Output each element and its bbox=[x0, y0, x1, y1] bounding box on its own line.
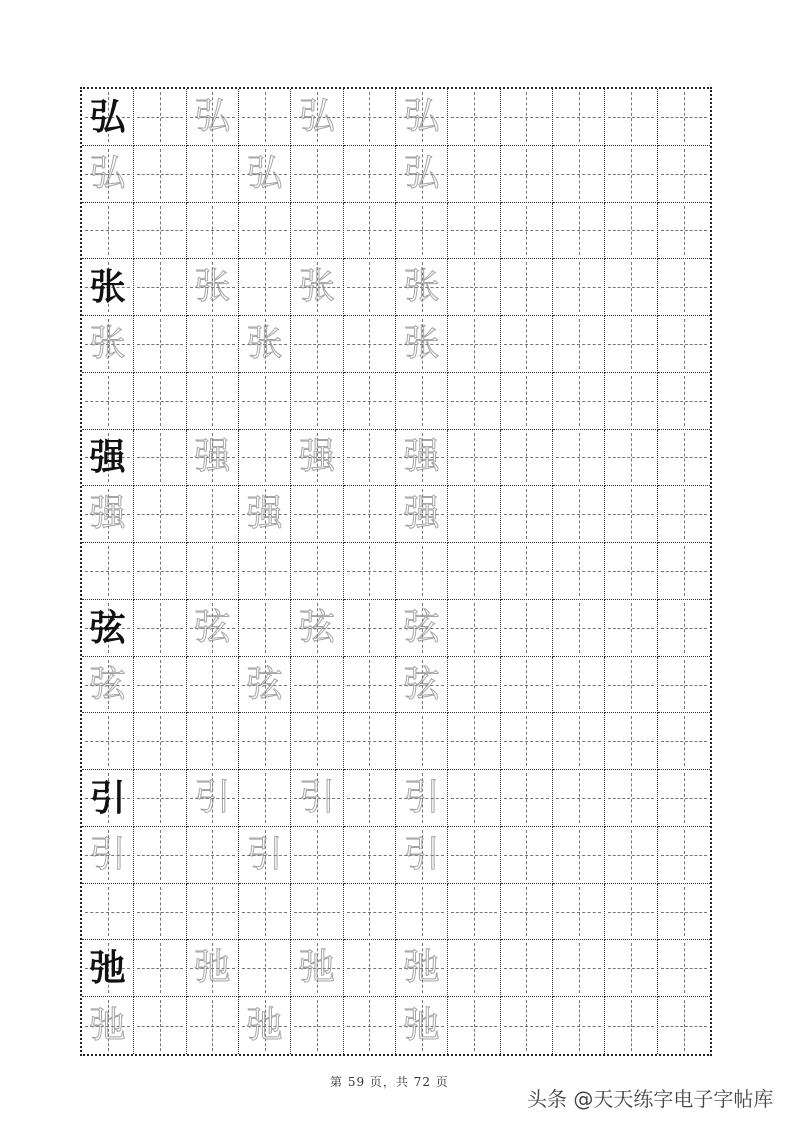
practice-cell bbox=[239, 486, 291, 543]
trace-character: 弦 bbox=[246, 663, 283, 705]
practice-cell bbox=[344, 543, 396, 600]
practice-cell bbox=[187, 203, 239, 260]
practice-cell bbox=[448, 89, 500, 146]
practice-cell bbox=[553, 146, 605, 203]
practice-cell bbox=[187, 827, 239, 884]
practice-cell bbox=[134, 486, 186, 543]
trace-character: 张 bbox=[246, 322, 283, 364]
practice-cell bbox=[501, 146, 553, 203]
practice-cell bbox=[605, 600, 657, 657]
trace-character: 强 bbox=[89, 493, 126, 535]
trace-character: 强 bbox=[298, 436, 335, 478]
practice-cell bbox=[134, 543, 186, 600]
practice-cell bbox=[396, 373, 448, 430]
practice-cell bbox=[501, 884, 553, 941]
practice-cell bbox=[396, 203, 448, 260]
practice-cell bbox=[605, 713, 657, 770]
practice-cell bbox=[344, 259, 396, 316]
practice-cell bbox=[658, 884, 710, 941]
practice-cell bbox=[448, 770, 500, 827]
practice-cell bbox=[448, 713, 500, 770]
practice-cell bbox=[605, 486, 657, 543]
trace-character: 弛 bbox=[194, 947, 231, 989]
practice-cell bbox=[553, 89, 605, 146]
practice-cell bbox=[501, 997, 553, 1054]
trace-character: 弦 bbox=[194, 606, 231, 648]
practice-cell bbox=[239, 713, 291, 770]
practice-cell bbox=[553, 430, 605, 487]
trace-character: 张 bbox=[403, 266, 440, 308]
practice-cell bbox=[658, 770, 710, 827]
practice-cell bbox=[553, 827, 605, 884]
practice-cell bbox=[344, 316, 396, 373]
practice-cell bbox=[187, 486, 239, 543]
practice-cell bbox=[134, 146, 186, 203]
practice-cell bbox=[605, 997, 657, 1054]
practice-cell bbox=[134, 657, 186, 714]
practice-cell bbox=[396, 430, 448, 487]
practice-cell bbox=[553, 657, 605, 714]
practice-cell bbox=[291, 657, 343, 714]
practice-cell bbox=[448, 884, 500, 941]
practice-cell bbox=[82, 89, 134, 146]
practice-cell bbox=[291, 203, 343, 260]
trace-character: 弛 bbox=[298, 947, 335, 989]
trace-character: 弦 bbox=[298, 606, 335, 648]
practice-cell bbox=[501, 430, 553, 487]
practice-cell bbox=[658, 430, 710, 487]
trace-character: 弛 bbox=[403, 947, 440, 989]
practice-cell bbox=[553, 373, 605, 430]
practice-cell bbox=[239, 543, 291, 600]
practice-cell bbox=[605, 543, 657, 600]
practice-cell bbox=[187, 940, 239, 997]
model-character: 弛 bbox=[89, 947, 126, 990]
practice-cell bbox=[291, 316, 343, 373]
practice-cell bbox=[187, 259, 239, 316]
practice-cell bbox=[82, 316, 134, 373]
practice-cell bbox=[396, 657, 448, 714]
practice-cell bbox=[448, 657, 500, 714]
practice-cell bbox=[187, 89, 239, 146]
practice-cell bbox=[239, 884, 291, 941]
practice-cell bbox=[658, 316, 710, 373]
practice-cell bbox=[187, 884, 239, 941]
practice-cell bbox=[187, 543, 239, 600]
practice-cell bbox=[82, 543, 134, 600]
practice-cell bbox=[291, 827, 343, 884]
trace-character: 引 bbox=[246, 833, 283, 875]
practice-cell bbox=[501, 89, 553, 146]
practice-cell bbox=[187, 770, 239, 827]
practice-cell bbox=[605, 89, 657, 146]
practice-cell bbox=[396, 259, 448, 316]
practice-cell bbox=[501, 373, 553, 430]
practice-cell bbox=[553, 316, 605, 373]
practice-cell bbox=[239, 430, 291, 487]
practice-cell bbox=[291, 997, 343, 1054]
practice-cell bbox=[239, 316, 291, 373]
practice-cell bbox=[396, 884, 448, 941]
practice-cell bbox=[187, 713, 239, 770]
practice-cell bbox=[82, 940, 134, 997]
practice-cell bbox=[344, 713, 396, 770]
practice-cell bbox=[448, 997, 500, 1054]
trace-character: 引 bbox=[298, 777, 335, 819]
practice-cell bbox=[134, 940, 186, 997]
trace-character: 弘 bbox=[298, 95, 335, 137]
practice-cell bbox=[291, 430, 343, 487]
practice-cell bbox=[82, 657, 134, 714]
practice-cell bbox=[239, 940, 291, 997]
practice-cell bbox=[553, 486, 605, 543]
practice-cell bbox=[448, 486, 500, 543]
practice-cell bbox=[448, 316, 500, 373]
practice-cell bbox=[134, 316, 186, 373]
practice-cell bbox=[396, 486, 448, 543]
practice-cell bbox=[605, 430, 657, 487]
practice-cell bbox=[239, 827, 291, 884]
practice-cell bbox=[553, 713, 605, 770]
model-character: 引 bbox=[89, 777, 126, 820]
practice-cell bbox=[239, 600, 291, 657]
practice-cell bbox=[344, 770, 396, 827]
practice-cell bbox=[82, 486, 134, 543]
practice-cell bbox=[239, 203, 291, 260]
practice-cell bbox=[134, 884, 186, 941]
trace-character: 强 bbox=[194, 436, 231, 478]
trace-character: 弘 bbox=[89, 152, 126, 194]
practice-cell bbox=[501, 713, 553, 770]
practice-cell bbox=[448, 827, 500, 884]
practice-cell bbox=[82, 373, 134, 430]
trace-character: 强 bbox=[246, 493, 283, 535]
trace-character: 弛 bbox=[403, 1004, 440, 1046]
practice-cell bbox=[605, 373, 657, 430]
practice-cell bbox=[605, 884, 657, 941]
practice-cell bbox=[396, 89, 448, 146]
practice-cell bbox=[448, 203, 500, 260]
practice-cell bbox=[291, 940, 343, 997]
practice-cell bbox=[344, 657, 396, 714]
practice-cell bbox=[291, 884, 343, 941]
practice-cell bbox=[501, 203, 553, 260]
trace-character: 张 bbox=[298, 266, 335, 308]
practice-cell bbox=[448, 600, 500, 657]
practice-cell bbox=[187, 430, 239, 487]
practice-cell bbox=[134, 770, 186, 827]
practice-cell bbox=[344, 827, 396, 884]
practice-cell bbox=[344, 373, 396, 430]
trace-character: 强 bbox=[403, 493, 440, 535]
practice-cell bbox=[187, 146, 239, 203]
practice-cell bbox=[658, 657, 710, 714]
practice-cell bbox=[553, 543, 605, 600]
model-character: 强 bbox=[89, 436, 126, 479]
trace-character: 引 bbox=[403, 833, 440, 875]
practice-cell bbox=[605, 827, 657, 884]
trace-character: 弘 bbox=[403, 152, 440, 194]
trace-character: 弦 bbox=[89, 663, 126, 705]
practice-cell bbox=[658, 827, 710, 884]
practice-cell bbox=[396, 316, 448, 373]
practice-cell bbox=[553, 259, 605, 316]
practice-cell bbox=[82, 600, 134, 657]
practice-cell bbox=[82, 146, 134, 203]
trace-character: 弦 bbox=[403, 606, 440, 648]
practice-cell bbox=[134, 827, 186, 884]
practice-cell bbox=[396, 770, 448, 827]
practice-cell bbox=[344, 600, 396, 657]
practice-cell bbox=[291, 259, 343, 316]
practice-cell bbox=[291, 543, 343, 600]
trace-character: 弦 bbox=[403, 663, 440, 705]
practice-cell bbox=[396, 997, 448, 1054]
practice-cell bbox=[291, 600, 343, 657]
practice-cell bbox=[658, 997, 710, 1054]
practice-cell bbox=[344, 486, 396, 543]
model-character: 张 bbox=[89, 266, 126, 309]
practice-cell bbox=[658, 713, 710, 770]
practice-cell bbox=[396, 543, 448, 600]
practice-cell bbox=[134, 89, 186, 146]
practice-cell bbox=[239, 770, 291, 827]
practice-cell bbox=[82, 203, 134, 260]
trace-character: 张 bbox=[194, 266, 231, 308]
practice-cell bbox=[501, 259, 553, 316]
practice-cell bbox=[239, 89, 291, 146]
practice-cell bbox=[658, 259, 710, 316]
practice-cell bbox=[82, 713, 134, 770]
practice-cell bbox=[134, 259, 186, 316]
practice-cell bbox=[239, 259, 291, 316]
trace-character: 强 bbox=[403, 436, 440, 478]
trace-character: 弘 bbox=[194, 95, 231, 137]
watermark: 头条 @天天练字电子字帖库 bbox=[527, 1087, 774, 1111]
practice-cell bbox=[291, 89, 343, 146]
practice-cell bbox=[344, 146, 396, 203]
practice-cell bbox=[658, 203, 710, 260]
practice-cell bbox=[344, 940, 396, 997]
practice-cell bbox=[134, 373, 186, 430]
practice-cell bbox=[396, 600, 448, 657]
practice-cell bbox=[658, 146, 710, 203]
trace-character: 引 bbox=[194, 777, 231, 819]
trace-character: 张 bbox=[89, 322, 126, 364]
practice-cell bbox=[553, 997, 605, 1054]
practice-cell bbox=[291, 770, 343, 827]
practice-cell bbox=[501, 770, 553, 827]
trace-character: 引 bbox=[89, 833, 126, 875]
trace-character: 引 bbox=[403, 777, 440, 819]
practice-cell bbox=[396, 146, 448, 203]
practice-cell bbox=[501, 657, 553, 714]
model-character: 弘 bbox=[89, 95, 126, 138]
practice-cell bbox=[501, 600, 553, 657]
practice-cell bbox=[82, 997, 134, 1054]
practice-cell bbox=[134, 600, 186, 657]
practice-cell bbox=[605, 770, 657, 827]
practice-cell bbox=[658, 89, 710, 146]
practice-cell bbox=[553, 770, 605, 827]
practice-cell bbox=[605, 146, 657, 203]
practice-cell bbox=[396, 713, 448, 770]
practice-cell bbox=[658, 486, 710, 543]
practice-cell bbox=[605, 316, 657, 373]
practice-cell bbox=[448, 146, 500, 203]
practice-cell bbox=[291, 146, 343, 203]
practice-cell bbox=[605, 259, 657, 316]
practice-cell bbox=[187, 373, 239, 430]
model-character: 弦 bbox=[89, 606, 126, 649]
practice-cell bbox=[658, 543, 710, 600]
trace-character: 弘 bbox=[403, 95, 440, 137]
practice-cell bbox=[658, 940, 710, 997]
practice-cell bbox=[448, 543, 500, 600]
practice-cell bbox=[396, 827, 448, 884]
practice-cell bbox=[605, 203, 657, 260]
practice-cell bbox=[501, 316, 553, 373]
practice-cell bbox=[82, 430, 134, 487]
practice-cell bbox=[291, 373, 343, 430]
practice-cell bbox=[448, 259, 500, 316]
practice-cell bbox=[344, 884, 396, 941]
practice-cell bbox=[605, 940, 657, 997]
practice-cell bbox=[82, 827, 134, 884]
practice-cell bbox=[82, 259, 134, 316]
trace-character: 张 bbox=[403, 322, 440, 364]
practice-cell bbox=[187, 997, 239, 1054]
practice-cell bbox=[553, 884, 605, 941]
practice-cell bbox=[134, 713, 186, 770]
page-number: 第 59 页，共 72 页 bbox=[330, 1075, 449, 1089]
practice-cell bbox=[291, 713, 343, 770]
practice-cell bbox=[187, 657, 239, 714]
practice-cell bbox=[501, 940, 553, 997]
practice-cell bbox=[396, 940, 448, 997]
practice-cell bbox=[501, 827, 553, 884]
practice-cell bbox=[134, 430, 186, 487]
practice-cell bbox=[239, 657, 291, 714]
practice-cell bbox=[344, 997, 396, 1054]
practice-cell bbox=[239, 373, 291, 430]
practice-cell bbox=[291, 486, 343, 543]
trace-character: 弛 bbox=[246, 1004, 283, 1046]
practice-cell bbox=[448, 430, 500, 487]
practice-cell bbox=[344, 430, 396, 487]
practice-cell bbox=[448, 373, 500, 430]
practice-cell bbox=[134, 203, 186, 260]
practice-cell bbox=[344, 203, 396, 260]
practice-cell bbox=[448, 940, 500, 997]
practice-cell bbox=[239, 997, 291, 1054]
practice-grid bbox=[80, 87, 712, 1056]
practice-cell bbox=[501, 543, 553, 600]
practice-cell bbox=[501, 486, 553, 543]
practice-cell bbox=[134, 997, 186, 1054]
practice-cell bbox=[187, 316, 239, 373]
practice-cell bbox=[553, 940, 605, 997]
practice-cell bbox=[605, 657, 657, 714]
practice-cell bbox=[82, 884, 134, 941]
practice-cell bbox=[239, 146, 291, 203]
trace-character: 弛 bbox=[89, 1004, 126, 1046]
practice-cell bbox=[553, 203, 605, 260]
practice-cell bbox=[658, 373, 710, 430]
practice-cell bbox=[82, 770, 134, 827]
practice-cell bbox=[553, 600, 605, 657]
trace-character: 弘 bbox=[246, 152, 283, 194]
practice-cell bbox=[187, 600, 239, 657]
practice-cell bbox=[658, 600, 710, 657]
practice-cell bbox=[344, 89, 396, 146]
